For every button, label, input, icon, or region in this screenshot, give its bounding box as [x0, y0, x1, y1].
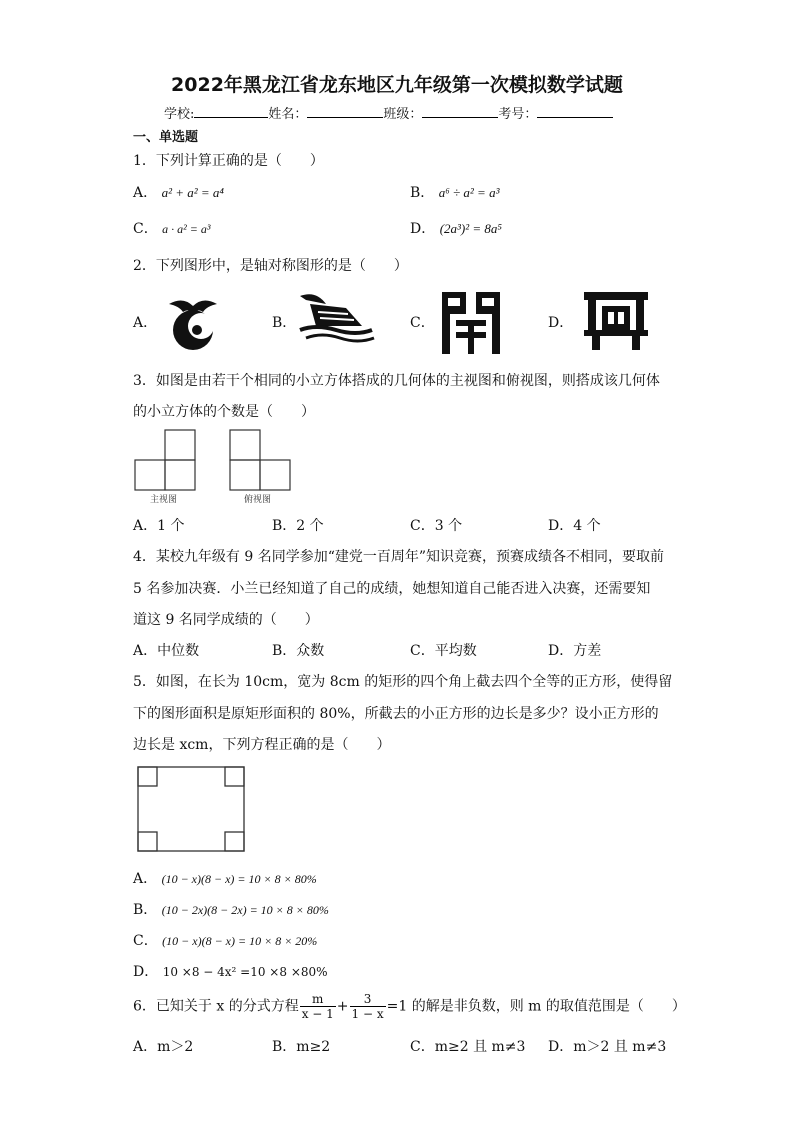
- q2-option-b[interactable]: B．: [272, 315, 297, 331]
- option-expression: a · a² = a³: [162, 222, 211, 236]
- q4-option-a[interactable]: A．中位数: [133, 643, 200, 659]
- q5-stem-line3: 边长是 xcm，下列方程正确的是（ ）: [133, 737, 391, 753]
- q6-stem: [133, 992, 686, 1021]
- option-expression: 10 ×8 − 4x² =10 ×8 ×80%: [162, 965, 328, 979]
- option-label: A．: [133, 185, 158, 201]
- q6-stem-pre: 6．已知关于 x 的分式方程: [133, 998, 299, 1015]
- student-info-line: [164, 103, 613, 122]
- q4-stem-line1: 4．某校九年级有 9 名同学参加“建党一百周年”知识竞赛，预赛成绩各不相同，要取前: [133, 549, 665, 565]
- school-label: 学校:: [164, 107, 195, 122]
- fraction-numerator: 3: [350, 992, 386, 1007]
- q1-option-c[interactable]: [133, 218, 210, 238]
- page-title: 2022年黑龙江省龙东地区九年级第一次模拟数学试题: [171, 74, 623, 96]
- option-expression: (10 − 2x)(8 − 2x) = 10 × 8 × 80%: [161, 903, 329, 917]
- option-label: B．: [133, 902, 158, 918]
- q3-option-c[interactable]: C．3 个: [410, 518, 463, 534]
- name-label: 姓名：: [268, 107, 308, 122]
- option-expression: a² + a² = a⁴: [161, 185, 224, 200]
- option-label: A．: [133, 871, 158, 887]
- name-field[interactable]: [307, 104, 383, 118]
- q5-option-c[interactable]: [133, 930, 317, 950]
- q5-stem-line1: 5．如图，在长为 10cm，宽为 8cm 的矩形的四个角上截去四个全等的正方形，使得留: [133, 674, 673, 690]
- q4-stem-line2: 5 名参加决赛．小兰已经知道了自己的成绩，她想知道自己能否进入决赛，还需要知: [133, 581, 651, 597]
- q3-option-a[interactable]: A．1 个: [133, 518, 185, 534]
- fraction-numerator: m: [300, 992, 336, 1007]
- q3-stem-line2: 的小立方体的个数是（ ）: [133, 404, 315, 420]
- rectangle-cut-corners-figure: [137, 766, 247, 854]
- fraction-denominator: x − 1: [301, 1007, 334, 1021]
- q6-option-a[interactable]: A．m＞2: [133, 1039, 194, 1055]
- q2-option-a[interactable]: A．: [133, 315, 158, 331]
- q3-option-b[interactable]: B．2 个: [272, 518, 324, 534]
- option-expression: (10 − x)(8 − x) = 10 × 8 × 20%: [162, 934, 318, 948]
- q3-stem-line1: 3．如图是由若干个相同的小立方体搭成的几何体的主视图和俯视图，则搭成该几何体: [133, 373, 660, 389]
- q6-stem-post: =1 的解是非负数，则 m 的取值范围是（ ）: [386, 998, 686, 1015]
- q2-stem: 2．下列图形中，是轴对称图形的是（ ）: [133, 258, 408, 274]
- pattern-d-icon: [582, 290, 650, 352]
- q4-option-d[interactable]: D．方差: [548, 643, 602, 659]
- front-view-caption: 主视图: [150, 495, 178, 505]
- top-view-caption: 俯视图: [244, 495, 272, 505]
- plus-sign: +: [336, 998, 349, 1015]
- q5-option-b[interactable]: [133, 899, 329, 919]
- q5-option-a[interactable]: [133, 868, 317, 888]
- q5-option-d[interactable]: [133, 961, 328, 981]
- option-label: B．: [410, 185, 435, 201]
- class-label: 班级：: [383, 107, 423, 122]
- q6-option-d[interactable]: D．m＞2 且 m≠3: [548, 1039, 667, 1055]
- q1-stem: 1．下列计算正确的是（ ）: [133, 153, 324, 169]
- q1-option-a[interactable]: [133, 182, 224, 202]
- front-view-figure: [134, 428, 198, 492]
- fraction-m-over-x-minus-1: [300, 992, 336, 1021]
- q2-option-c[interactable]: C．: [410, 315, 435, 331]
- swirl-logo-icon: [163, 290, 223, 354]
- top-view-figure: [229, 428, 293, 492]
- option-expression: (10 − x)(8 − x) = 10 × 8 × 80%: [161, 872, 317, 886]
- exam-no-label: 考号：: [498, 107, 538, 122]
- q1-option-d[interactable]: [410, 218, 502, 238]
- school-field[interactable]: [194, 104, 268, 118]
- option-label: C．: [133, 221, 158, 237]
- option-label: D．: [133, 964, 159, 980]
- pattern-c-icon: [438, 288, 504, 356]
- q4-option-b[interactable]: B．众数: [272, 643, 325, 659]
- option-label: C．: [133, 933, 158, 949]
- q4-option-c[interactable]: C．平均数: [410, 643, 477, 659]
- q6-option-b[interactable]: B．m≥2: [272, 1039, 331, 1055]
- q3-option-d[interactable]: D．4 个: [548, 518, 601, 534]
- option-expression: (2a³)² = 8a⁵: [439, 221, 502, 236]
- q5-stem-line2: 下的图形面积是原矩形面积的 80%，所截去的小正方形的边长是多少？设小正方形的: [133, 706, 659, 722]
- option-expression: a⁶ ÷ a² = a³: [438, 185, 500, 200]
- q2-option-d[interactable]: D．: [548, 315, 574, 331]
- section-heading: 一、单选题: [133, 130, 199, 145]
- q1-option-b[interactable]: [410, 182, 499, 202]
- fraction-denominator: 1 − x: [351, 1007, 384, 1021]
- ship-logo-icon: [296, 290, 376, 348]
- q6-option-c[interactable]: C．m≥2 且 m≠3: [410, 1039, 526, 1055]
- class-field[interactable]: [422, 104, 498, 118]
- fraction-3-over-1-minus-x: [350, 992, 386, 1021]
- q4-stem-line3: 道这 9 名同学成绩的（ ）: [133, 612, 319, 628]
- option-label: D．: [410, 221, 436, 237]
- exam-no-field[interactable]: [537, 104, 613, 118]
